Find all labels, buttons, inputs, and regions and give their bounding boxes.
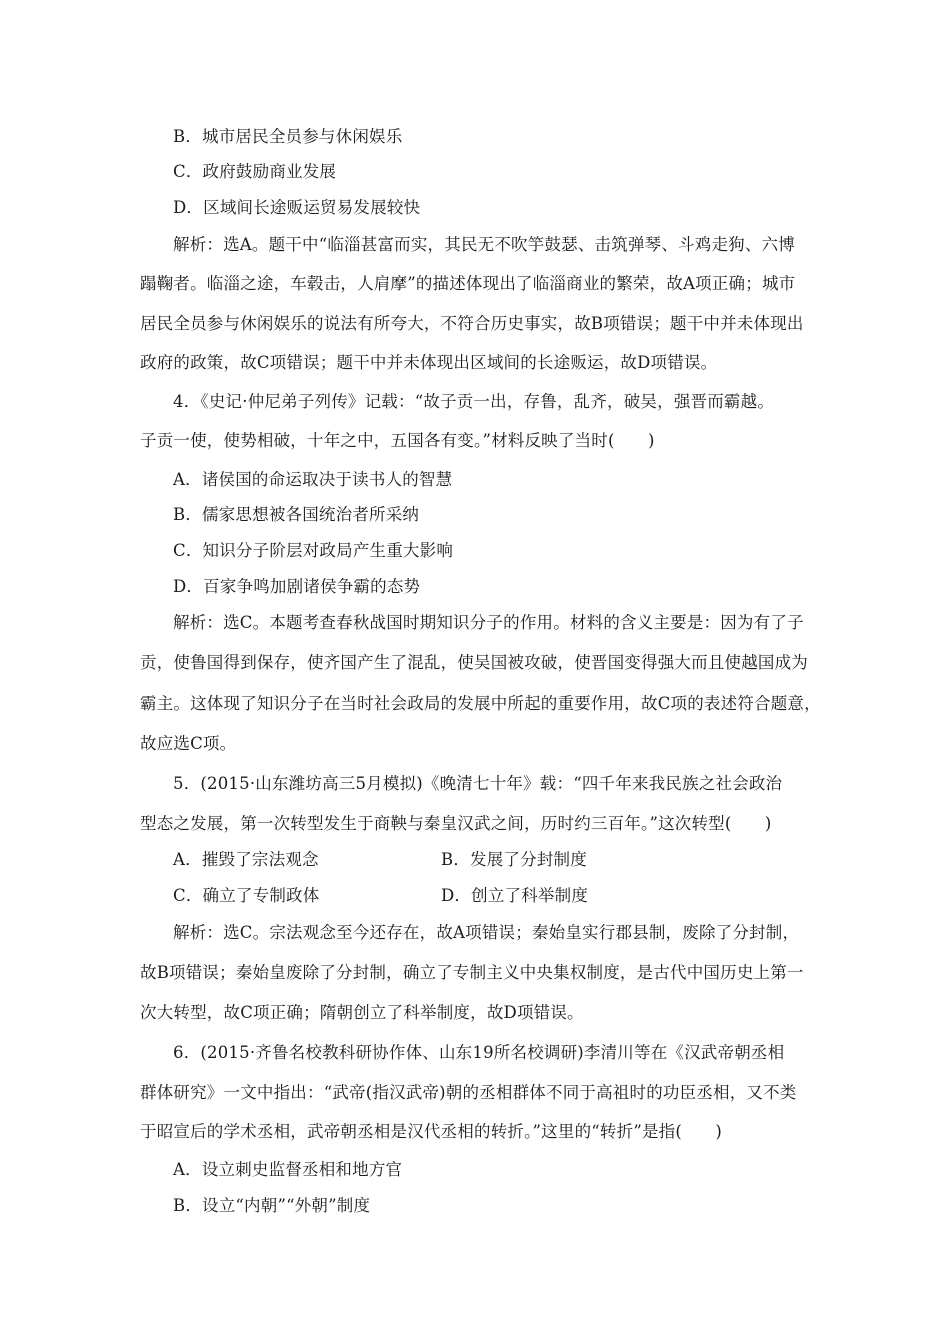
q4-analysis-line: 解析：选C。本题考查春秋战国时期知识分子的作用。材料的含义主要是：因为有了子 [173, 613, 804, 632]
q4-analysis-line: 贡，使鲁国得到保存，使齐国产生了混乱，使吴国被攻破，使晋国变得强大而且使越国成为 [140, 653, 808, 672]
q6-option-b: B．设立“内朝”“外朝”制度 [173, 1196, 371, 1215]
q4-analysis-line: 故应选C项。 [140, 734, 237, 753]
q3-option-d: D．区域间长途贩运贸易发展较快 [173, 198, 421, 217]
q3-analysis-line: 解析：选A。题干中“临淄甚富而实，其民无不吹竽鼓瑟、击筑弹琴、斗鸡走狗、六博 [173, 235, 795, 254]
q5-option-d: D．创立了科举制度 [441, 886, 589, 905]
q5-analysis-line: 故B项错误；秦始皇废除了分封制，确立了专制主义中央集权制度，是古代中国历史上第一 [140, 963, 804, 982]
q6-stem-line: 群体研究》一文中指出：“武帝(指汉武帝)朝的丞相群体不同于高祖时的功臣丞相，又不类 [140, 1083, 797, 1102]
q5-stem-line: 型态之发展，第一次转型发生于商鞅与秦皇汉武之间，历时约三百年。”这次转型( ) [140, 814, 772, 833]
q3-analysis-line: 居民全员参与休闲娱乐的说法有所夸大，不符合历史事实，故B项错误；题干中并未体现出 [140, 314, 804, 333]
q5-option-c: C．确立了专制政体 [173, 886, 320, 905]
q4-option-d: D．百家争鸣加剧诸侯争霸的态势 [173, 577, 421, 596]
q3-option-b: B．城市居民全员参与休闲娱乐 [173, 127, 403, 146]
q5-analysis-line: 解析：选C。宗法观念至今还存在，故A项错误；秦始皇实行郡县制，废除了分封制， [173, 923, 800, 942]
q6-stem-line: 于昭宣后的学术丞相，武帝朝丞相是汉代丞相的转折。”这里的“转折”是指( ) [140, 1122, 723, 1141]
q4-analysis-line: 霸主。这体现了知识分子在当时社会政局的发展中所起的重要作用，故C项的表述符合题意， [140, 694, 821, 713]
q6-option-a: A．设立刺史监督丞相和地方官 [173, 1160, 403, 1179]
q5-analysis-line: 次大转型，故C项正确；隋朝创立了科举制度，故D项错误。 [140, 1003, 584, 1022]
q4-stem-line: 子贡一使，使势相破，十年之中，五国各有变。”材料反映了当时( ) [140, 431, 655, 450]
q3-analysis-line: 政府的政策，故C项错误；题干中并未体现出区域间的长途贩运，故D项错误。 [140, 353, 718, 372]
q4-option-a: A．诸侯国的命运取决于读书人的智慧 [173, 470, 453, 489]
q4-option-b: B．儒家思想被各国统治者所采纳 [173, 505, 420, 524]
q6-stem-line: 6．(2015·齐鲁名校教科研协作体、山东19所名校调研)李清川等在《汉武帝朝丞相 [173, 1043, 785, 1062]
q4-option-c: C．知识分子阶层对政局产生重大影响 [173, 541, 454, 560]
q5-option-b: B．发展了分封制度 [441, 850, 587, 869]
q3-option-c: C．政府鼓励商业发展 [173, 162, 337, 181]
q4-stem-line: 4．《史记·仲尼弟子列传》记载：“故子贡一出，存鲁，乱齐，破吴，强晋而霸越。 [173, 392, 775, 411]
q5-stem-line: 5．(2015·山东潍坊高三5月模拟)《晚清七十年》载：“四千年来我民族之社会政治 [173, 774, 783, 793]
q3-analysis-line: 蹋鞠者。临淄之途，车毂击，人肩摩”的描述体现出了临淄商业的繁荣，故A项正确；城市 [140, 274, 796, 293]
q5-option-a: A．摧毁了宗法观念 [173, 850, 319, 869]
